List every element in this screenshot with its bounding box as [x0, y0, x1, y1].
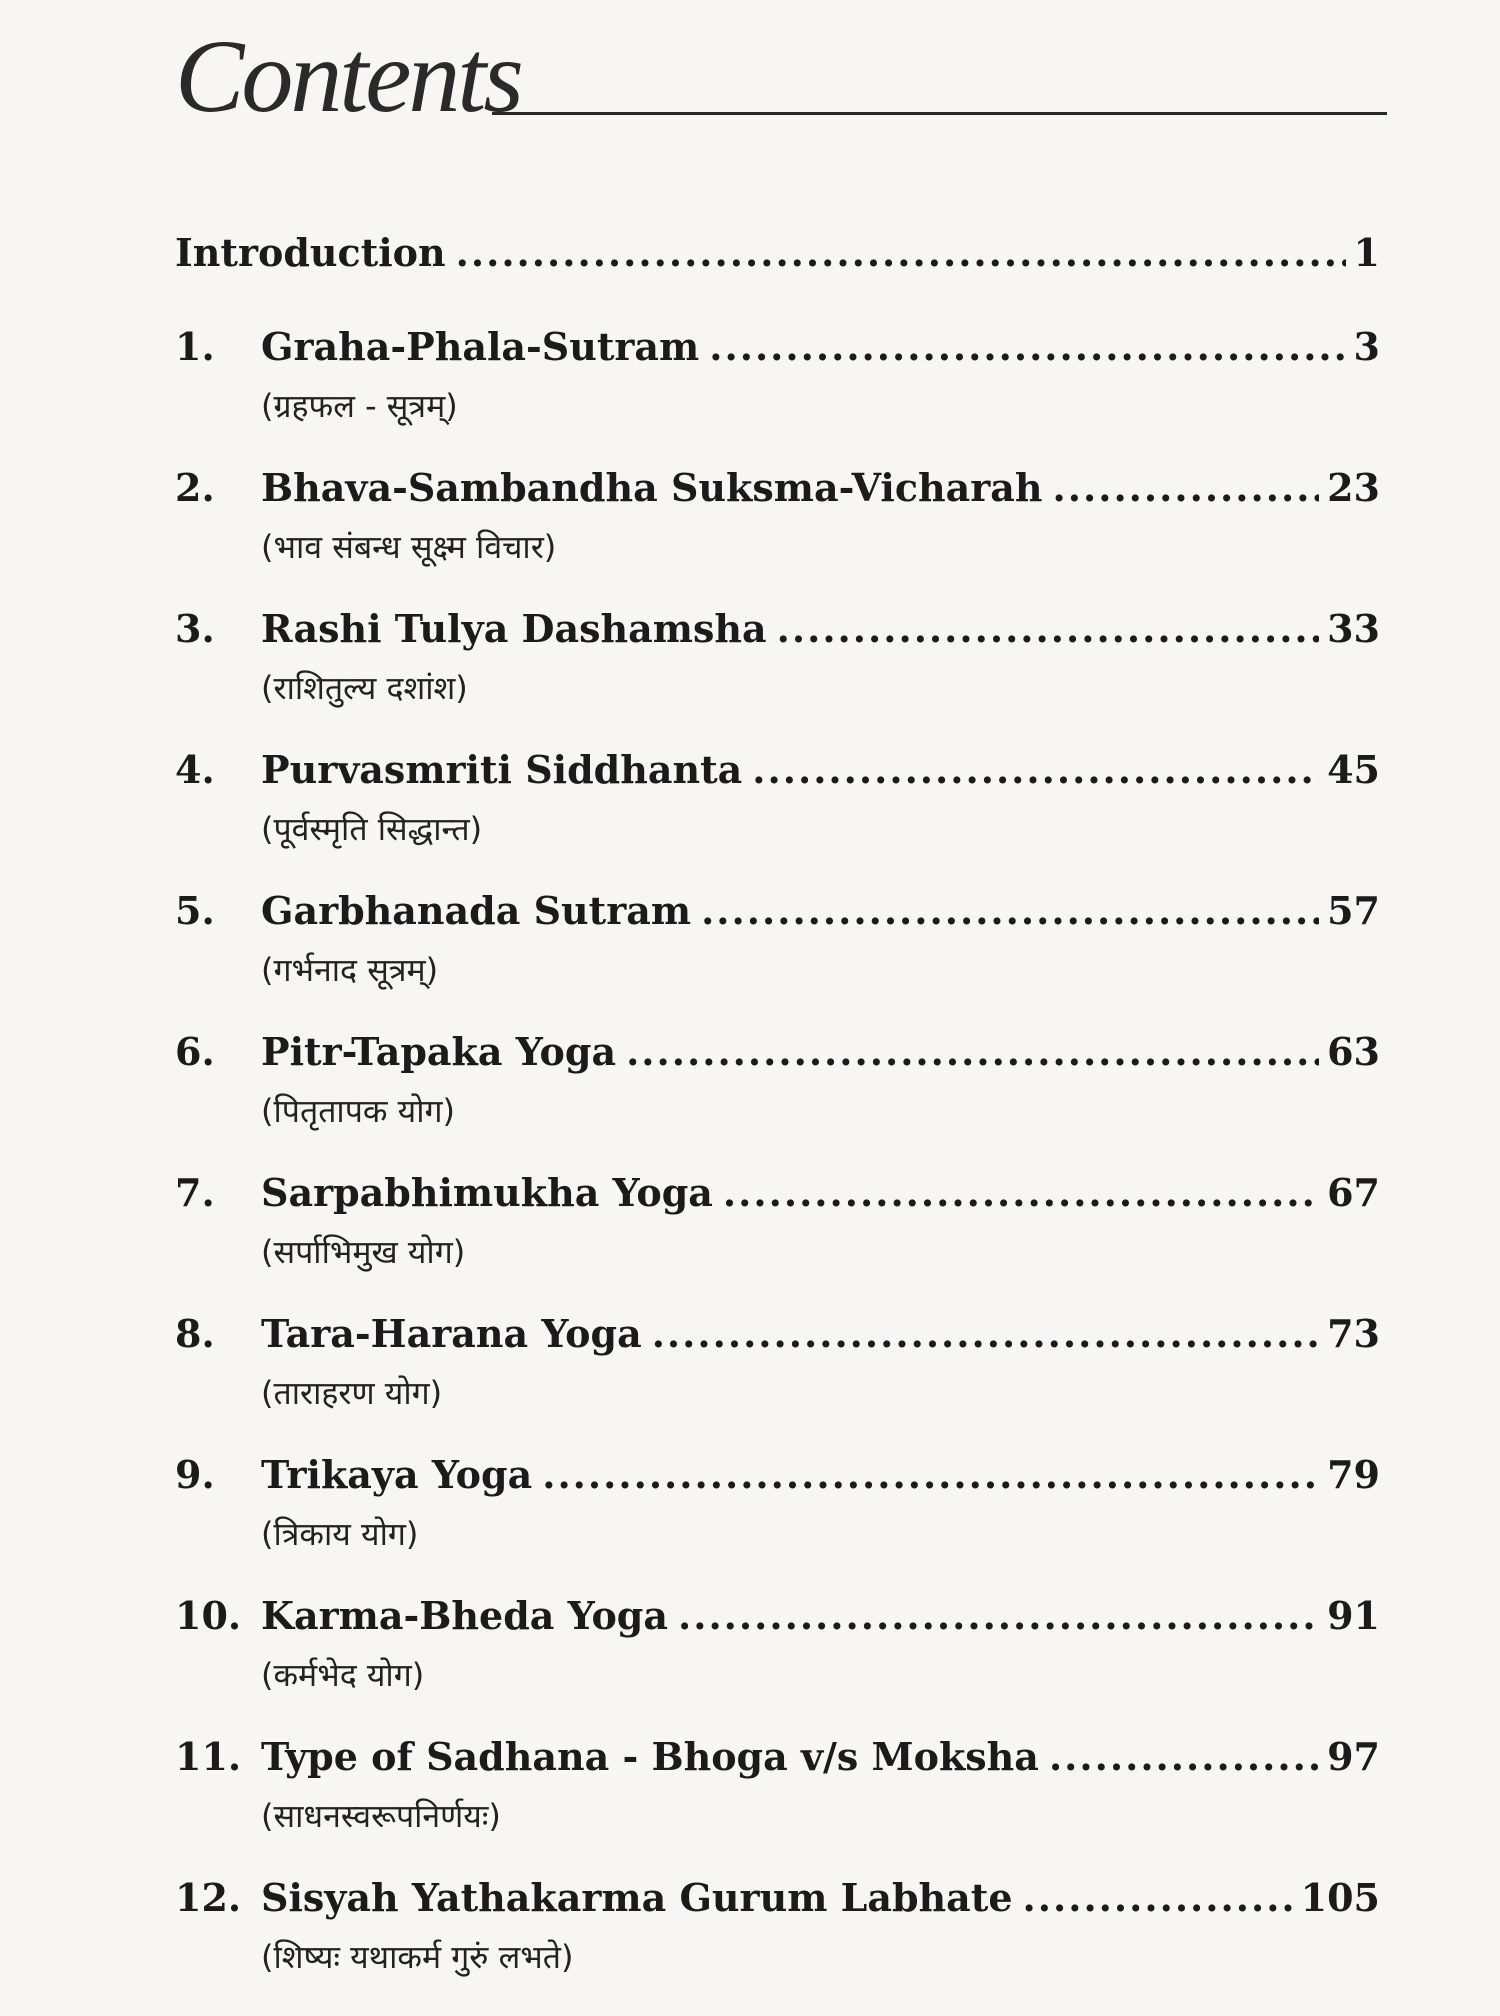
toc-entry[interactable] — [175, 747, 1380, 888]
entry-title: Type of Sadhana - Bhoga v/s Moksha — [261, 1734, 1039, 1779]
toc-entry[interactable] — [175, 1734, 1380, 1875]
entry-number: 3. — [175, 606, 215, 651]
entry-subtitle: (भाव संबन्ध सूक्ष्म विचार) — [261, 528, 557, 566]
entry-title: Graha-Phala-Sutram — [261, 324, 700, 369]
dot-leader — [777, 606, 1319, 651]
entry-subtitle: (ताराहरण योग) — [261, 1374, 443, 1412]
dot-leader — [752, 747, 1319, 792]
entry-subtitle: (त्रिकाय योग) — [261, 1515, 419, 1553]
entry-number: 8. — [175, 1311, 215, 1356]
toc-entry[interactable] — [175, 1311, 1380, 1452]
entry-subtitle: (कर्मभेद योग) — [261, 1656, 425, 1694]
entry-page: 63 — [1327, 1029, 1380, 1074]
entry-page: 45 — [1327, 747, 1380, 792]
entry-title: Bhava-Sambandha Suksma-Vicharah — [261, 465, 1043, 510]
toc-entry[interactable] — [175, 1029, 1380, 1170]
entry-page: 3 — [1353, 324, 1380, 369]
entry-page: 91 — [1327, 1593, 1380, 1638]
dot-leader — [456, 230, 1346, 275]
dot-leader — [626, 1029, 1319, 1074]
dot-leader — [1053, 465, 1320, 510]
dot-leader — [701, 888, 1319, 933]
dot-leader — [723, 1170, 1319, 1215]
toc-entry[interactable] — [175, 606, 1380, 747]
entry-number: 1. — [175, 324, 215, 369]
entry-subtitle: (साधनस्वरूपनिर्णयः) — [261, 1797, 501, 1835]
dot-leader — [678, 1593, 1319, 1638]
entry-page: 23 — [1327, 465, 1380, 510]
entry-page: 1 — [1353, 230, 1380, 275]
entry-subtitle: (राशितुल्य दशांश) — [261, 669, 468, 707]
entry-number: 4. — [175, 747, 215, 792]
heading-row — [175, 19, 1395, 134]
toc-entry[interactable] — [175, 465, 1380, 606]
entry-number: 12. — [175, 1875, 242, 1920]
toc-entry[interactable] — [175, 888, 1380, 1029]
toc-entry-introduction[interactable] — [175, 230, 1380, 290]
entry-number: 6. — [175, 1029, 215, 1074]
dot-leader — [542, 1452, 1319, 1497]
table-of-contents — [175, 230, 1380, 2016]
entry-number: 2. — [175, 465, 215, 510]
dot-leader — [1049, 1734, 1319, 1779]
entry-number: 9. — [175, 1452, 215, 1497]
entry-page: 105 — [1300, 1875, 1380, 1920]
entry-title: Sisyah Yathakarma Gurum Labhate — [261, 1875, 1013, 1920]
toc-entry[interactable] — [175, 1875, 1380, 2016]
entry-title: Introduction — [175, 230, 446, 275]
entry-subtitle: (पितृतापक योग) — [261, 1092, 455, 1130]
entry-title: Karma-Bheda Yoga — [261, 1593, 668, 1638]
entry-page: 67 — [1327, 1170, 1380, 1215]
entry-title: Rashi Tulya Dashamsha — [261, 606, 767, 651]
dot-leader — [709, 324, 1345, 369]
entry-subtitle: (सर्पाभिमुख योग) — [261, 1233, 466, 1271]
entry-subtitle: (पूर्वस्मृति सिद्धान्त) — [261, 810, 483, 848]
entry-title: Sarpabhimukha Yoga — [261, 1170, 713, 1215]
entry-number: 7. — [175, 1170, 215, 1215]
entry-subtitle: (शिष्यः यथाकर्म गुरुं लभते) — [261, 1938, 574, 1976]
entry-title: Trikaya Yoga — [261, 1452, 533, 1497]
page-title: Contents — [175, 19, 521, 134]
dot-leader — [1023, 1875, 1293, 1920]
entry-title: Garbhanada Sutram — [261, 888, 692, 933]
heading-rule — [492, 112, 1387, 115]
dot-leader — [652, 1311, 1319, 1356]
entry-page: 79 — [1327, 1452, 1380, 1497]
entry-page: 33 — [1327, 606, 1380, 651]
toc-entry[interactable] — [175, 1452, 1380, 1593]
entry-title: Pitr-Tapaka Yoga — [261, 1029, 617, 1074]
entry-subtitle: (ग्रहफल - सूत्रम्) — [261, 387, 458, 425]
entry-number: 10. — [175, 1593, 242, 1638]
toc-entry[interactable] — [175, 1170, 1380, 1311]
entry-title: Purvasmriti Siddhanta — [261, 747, 743, 792]
entry-page: 73 — [1327, 1311, 1380, 1356]
toc-entry[interactable] — [175, 1593, 1380, 1734]
entry-number: 5. — [175, 888, 215, 933]
entry-subtitle: (गर्भनाद सूत्रम्) — [261, 951, 439, 989]
entry-page: 97 — [1327, 1734, 1380, 1779]
toc-entry[interactable] — [175, 324, 1380, 465]
entry-number: 11. — [175, 1734, 242, 1779]
entry-title: Tara-Harana Yoga — [261, 1311, 642, 1356]
entry-page: 57 — [1327, 888, 1380, 933]
